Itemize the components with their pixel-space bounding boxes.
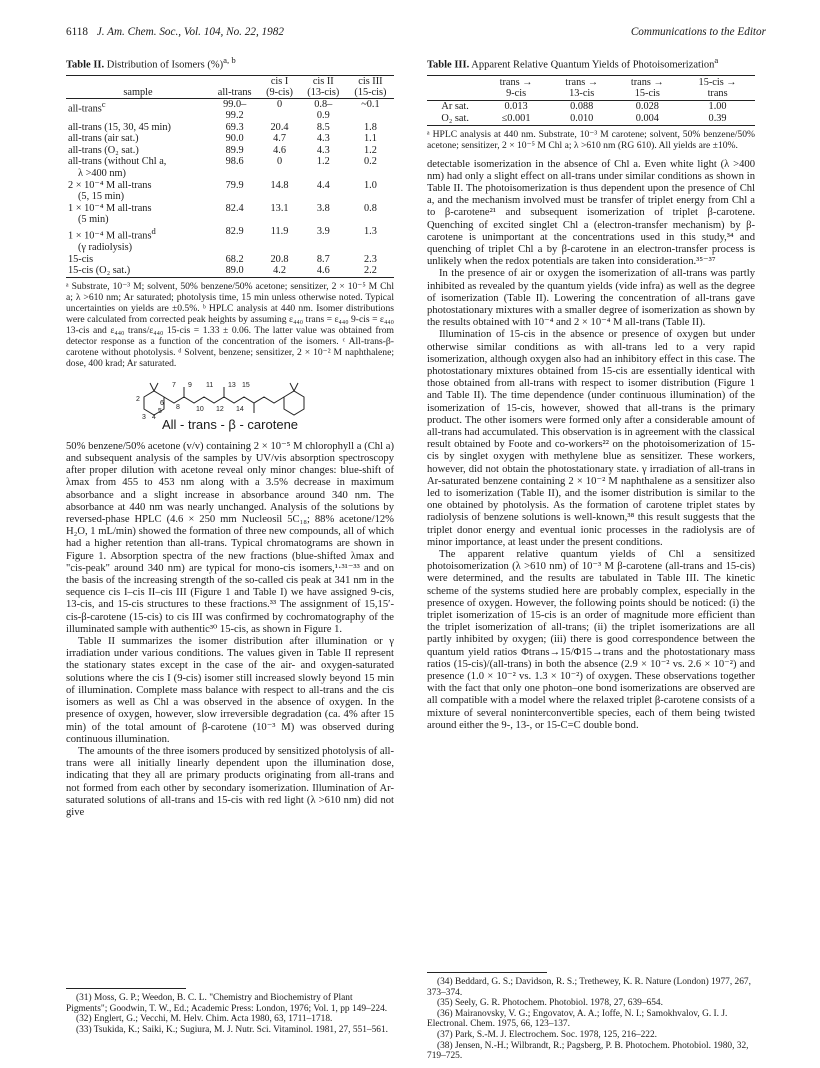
reference-item: (31) Moss, G. P.; Weedon, B. C. L. "Chemistry and Biochemistry of Plant Pigments"; Goodwin, T. W., Ed.; Academic Press: London, 1976; Vol. 1, pp 149–224. <box>66 993 388 1014</box>
left-references <box>66 988 394 1035</box>
cell-value: 1.2 <box>363 144 377 156</box>
left-body-text <box>66 441 394 819</box>
atom-number: 7 <box>172 381 176 389</box>
table3-cell: Ar sat. <box>441 100 469 112</box>
sample-label: 15-cis <box>68 253 94 265</box>
cell-value: 89.9 <box>225 144 244 156</box>
table-row <box>427 113 755 126</box>
table3-header-line1: trans → <box>565 76 599 88</box>
cell-value: 11.9 <box>270 226 289 238</box>
table3-header-line2: 15-cis <box>634 87 660 99</box>
table3-header-line1: trans → <box>499 76 533 88</box>
table2-value-cell <box>210 122 259 134</box>
table2-footnote: ᵃ Substrate, 10⁻³ M; solvent, 50% benzene/50% acetone; sensitizer, 2 × 10⁻⁵ M Chl a; λ >610 nm; Ar saturated; photolysis time, 15 min unless otherwise noted. Typical uncertainties on yields are ±0.5%. ᵇ HPLC analysis at 440 nm. Isomer distributions were calculated from corrected peak heights by assuming ε₄₄₀ trans = ε₄₄₀ 9-cis = ε₄₄₀ 13-cis and ε₄₄₀ trans/ε₄₄₀ 15-cis = 1.33 ± 0.06. The latter value was obtained from detector response as a function of the concentration of the isomers. ᶜ All-trans-β-carotene without photolysis. ᵈ Solvent, benzene; sensitizer, 2 × 10⁻² M naphthalene; dose, 400 krad; Ar saturated. <box>66 280 394 369</box>
cell-value-cont: 0.9 <box>316 110 330 122</box>
sample-label: all-trans (without Chl a, <box>68 156 167 168</box>
cell-value: 14.8 <box>270 179 289 191</box>
table2-value-cell <box>347 145 394 157</box>
sample-label-cont: (5 min) <box>78 214 109 226</box>
table3-caption-sup: a <box>714 55 719 65</box>
cell-value: 20.4 <box>270 121 289 133</box>
cell-value: 4.3 <box>316 144 330 156</box>
sample-label: 1 × 10⁻⁴ M all-trans <box>68 202 152 214</box>
atom-number: 12 <box>216 405 224 413</box>
table2-sample-cell <box>66 145 210 157</box>
structure-label: All - trans - β - carotene <box>161 416 299 432</box>
cell-value: 1.8 <box>363 121 377 133</box>
atom-number: 6 <box>160 399 164 407</box>
table2-value-cell <box>300 265 347 277</box>
table2-header-cell: cis II <box>312 75 334 87</box>
table2-sample-cell <box>66 180 210 203</box>
reference-item: (32) Englert, G.; Vecchi, M. Helv. Chim. Acta 1980, 63, 1711–1718. <box>76 1014 333 1025</box>
table3-cell: 0.39 <box>708 112 727 124</box>
table2-header-cell <box>210 75 259 87</box>
sample-label: 15-cis (O₂ sat.) <box>68 265 131 277</box>
paragraph: In the presence of air or oxygen the isomerization of all-trans was partly inhibited as revealed by the quantum yields (vide infra) as well as the degree of isomerization (Table II). Lowering the concentration of all-trans gave photostationary mixtures with a smaller degree of isomerization as shown by the results obtained with 10⁻⁴ and 2 × 10⁻⁴ M all-trans (Table II). <box>427 268 755 329</box>
table2-value-cell <box>300 145 347 157</box>
table2-value-cell <box>259 122 299 134</box>
cell-value: 68.2 <box>225 253 244 265</box>
table2-sample-cell <box>66 98 210 122</box>
table3-header-cell <box>615 75 681 100</box>
table2-header-row1 <box>66 75 394 87</box>
table2-value-cell <box>347 98 394 122</box>
cell-value: 4.3 <box>316 133 330 145</box>
table2-value-cell <box>259 203 299 226</box>
table2-sample-cell <box>66 133 210 145</box>
table3-cell: O₂ sat. <box>441 112 469 124</box>
sample-label: all-trans (15, 30, 45 min) <box>68 121 171 133</box>
table2-body <box>66 98 394 277</box>
cell-value: 8.7 <box>316 253 330 265</box>
cell-value: 2.3 <box>363 253 377 265</box>
table3-header-cell <box>483 75 549 100</box>
table2-value-cell <box>300 133 347 145</box>
sample-label: 1 × 10⁻⁴ M all-trans <box>68 230 152 242</box>
reference-rule <box>427 972 547 973</box>
table3-header-line1: 15-cis → <box>698 76 737 88</box>
reference-item: (33) Tsukida, K.; Saiki, K.; Sugiura, M. J. Nutr. Sci. Vitaminol. 1981, 27, 551–561. <box>76 1024 388 1035</box>
cell-value: 1.0 <box>363 179 377 191</box>
table2-sample-cell <box>66 203 210 226</box>
table2-value-cell <box>259 145 299 157</box>
table3-cell: 0.013 <box>504 100 528 112</box>
table-row <box>427 100 755 113</box>
cell-value: 3.8 <box>316 202 330 214</box>
reference-rule <box>66 988 186 989</box>
table3-cell: ≤0.001 <box>501 112 531 124</box>
cell-value: 69.3 <box>225 121 244 133</box>
reference-item: (36) Mairanovsky, V. G.; Engovatov, A. A.; Ioffe, N. I.; Samokhvalov, G. I. J. Electronal. Chem. 1975, 66, 123–137. <box>427 1008 728 1030</box>
right-references <box>427 972 755 1062</box>
cell-value: 2.2 <box>363 265 377 277</box>
table2-value-cell <box>259 98 299 122</box>
right-body-text <box>427 159 755 733</box>
table2-value-cell <box>210 226 259 254</box>
table-row <box>66 122 394 134</box>
reference-item: (37) Park, S.-M. J. Electrochem. Soc. 1978, 125, 216–222. <box>437 1029 658 1040</box>
table-row <box>66 98 394 122</box>
sample-label-cont: (5, 15 min) <box>78 191 125 203</box>
table2-value-cell <box>300 203 347 226</box>
atom-number: 14 <box>236 405 244 413</box>
table3-header-cell <box>680 75 755 100</box>
atom-number: 11 <box>206 381 214 389</box>
reference-item: (38) Jensen, N.-H.; Wilbrandt, R.; Pagsberg, P. B. Photochem. Photobiol. 1980, 32, 719–725. <box>427 1040 749 1062</box>
left-column <box>66 54 394 819</box>
table2-value-cell <box>259 254 299 266</box>
cell-value: 89.0 <box>225 265 244 277</box>
table2-value-cell <box>300 122 347 134</box>
reference-item: (34) Beddard, G. S.; Davidson, R. S.; Trethewey, K. R. Nature (London) 1977, 267, 373–374. <box>427 977 751 998</box>
table2-value-cell <box>300 98 347 122</box>
cell-value: 90.0 <box>225 133 244 145</box>
cell-value: 82.4 <box>225 202 244 214</box>
table3-header-line1: trans → <box>630 76 664 88</box>
atom-number: 4 <box>152 413 156 419</box>
table3-cell: 0.028 <box>635 100 659 112</box>
table2-value-cell <box>210 265 259 277</box>
atom-number: 15 <box>242 381 250 389</box>
table2-value-cell <box>210 133 259 145</box>
table2-value-cell <box>347 156 394 179</box>
cell-value: 0.8– <box>314 98 333 110</box>
paragraph: 50% benzene/50% acetone (v/v) containing 2 × 10⁻⁵ M chlorophyll a (Chl a) and subsequent analysis of the samples by UV/vis absorption spectroscopy after proper dilution with acetone reveal only minor changes: blue-shift of λmax from 455 to 453 nm along with a 3.5% decrease in maximum absorbance and a slight increase in absorbance around 340 nm. The absorbance at 440 nm was nearly unchanged. Analysis of the solutions by reversed-phase HPLC (4.6 × 250 mm Nucleosil 5C₁₈; 88% acetone/12% H₂O, 1 mL/min) showed the formation of three new compounds, all of which had a higher retention than all-trans. Typical chromatograms are shown in Figure 1. Absorption spectra of the new fractions (blue-shifted λmax and "cis-peak" around 340 nm) are typical for mono-cis isomers,¹·³¹⁻³³ and on the basis of the increasing strength of the so-called cis peak at 341 nm in the sequence cis I–cis II–cis III (Figure 1 and Table I) we have assigned 9-cis, 13-cis, and 15-cis structures to these fractions.³³ The assignment of 15,15′-cis-β-carotene (15-cis) to cis III was confirmed by cochromatography of the illuminated sample with authentic³⁰ 15-cis, as shown in Figure 1. <box>66 440 394 635</box>
table2-header-cell: all-trans <box>210 87 259 99</box>
table2-value-cell <box>300 180 347 203</box>
table2-value-cell <box>347 180 394 203</box>
table2-value-cell <box>259 226 299 254</box>
table-row <box>66 203 394 226</box>
table2-value-cell <box>259 156 299 179</box>
table2-sample-cell <box>66 226 210 254</box>
table3-cell: 0.088 <box>570 100 594 112</box>
cell-value: 0.8 <box>363 202 377 214</box>
table2-value-cell <box>300 156 347 179</box>
table2-sample-cell <box>66 156 210 179</box>
table3-footnote: ᵃ HPLC analysis at 440 nm. Substrate, 10⁻³ M carotene; solvent, 50% benzene/50% acetone; sensitizer, 2 × 10⁻⁵ M Chl a; λ >610 nm (RG 610). All yields are ±10%. <box>427 128 755 151</box>
table2-caption <box>66 54 394 72</box>
table2-label: Table II. <box>66 59 105 71</box>
cell-value: 0.2 <box>363 156 377 168</box>
sample-label-cont: (γ radiolysis) <box>78 242 133 254</box>
cell-value: 79.9 <box>225 179 244 191</box>
cell-value: 4.7 <box>273 133 286 145</box>
table2-value-cell <box>347 265 394 277</box>
cell-value: 4.4 <box>316 179 330 191</box>
table3-header-line2: trans <box>707 87 728 99</box>
table3-cell: 1.00 <box>708 100 727 112</box>
structure-drawing <box>136 375 336 419</box>
table2 <box>66 75 394 278</box>
table2-sample-cell <box>66 254 210 266</box>
beta-carotene-structure <box>66 375 394 437</box>
cell-value: 3.9 <box>316 226 330 238</box>
atom-number: 2 <box>136 395 140 403</box>
table-row <box>66 254 394 266</box>
cell-value: 0 <box>276 98 283 110</box>
table2-caption-sup: a, b <box>223 55 236 65</box>
table3-body <box>427 100 755 125</box>
journal-citation: J. Am. Chem. Soc., Vol. 104, No. 22, 1982 <box>96 26 284 38</box>
table2-value-cell <box>210 180 259 203</box>
table3-cell: 0.010 <box>570 112 594 124</box>
reference-item: (35) Seely, G. R. Photochem. Photobiol. 1978, 27, 639–654. <box>437 998 663 1009</box>
table2-value-cell <box>210 98 259 122</box>
cell-value: 1.1 <box>363 133 377 145</box>
page-header <box>66 26 766 42</box>
right-column <box>427 54 755 732</box>
atom-number: 3 <box>142 413 146 419</box>
atom-number: 5 <box>158 407 162 415</box>
table2-sample-cell <box>66 122 210 134</box>
table3-header-line2: 13-cis <box>569 87 595 99</box>
cell-value: 8.5 <box>316 121 330 133</box>
cell-value: 20.8 <box>270 253 289 265</box>
table2-value-cell <box>259 180 299 203</box>
paragraph: detectable isomerization in the absence of Chl a. Even white light (λ >400 nm) had only a slight effect on all-trans under similar conditions as shown in Table II. The photoisomerization is thus dependent upon the presence of Chl a, and the mechanism involved must be transfer of triplet energy from Chl a to β-carotene²¹ and subsequent isomerization of triplet β-carotene. Quenching of excited singlet Chl a (electron-transfer mechanism) by β-carotene is unimportant at the concentrations used in this study,³⁴ and quenching of triplet Chl a by β-carotene in an electron-transfer process is unlikely when the redox potentials are taken into consideration.³⁵⁻³⁷ <box>427 158 755 268</box>
table2-header-cell: (13-cis) <box>300 87 347 99</box>
cell-value-cont: 99.2 <box>225 110 244 122</box>
table-row <box>66 133 394 145</box>
atom-number: 8 <box>176 403 180 411</box>
sample-label-cont: λ >400 nm) <box>78 168 126 180</box>
table2-value-cell <box>210 203 259 226</box>
cell-value: ~0.1 <box>361 98 380 110</box>
table3-header-line2: 9-cis <box>506 87 527 99</box>
table3-title: Apparent Relative Quantum Yields of Photoisomerization <box>471 59 715 71</box>
table-row <box>66 156 394 179</box>
cell-value: 4.6 <box>273 144 286 156</box>
cell-value: 0 <box>276 156 283 168</box>
table2-value-cell <box>347 133 394 145</box>
table-row <box>66 265 394 277</box>
sample-label: 2 × 10⁻⁴ M all-trans <box>68 179 152 191</box>
table2-value-cell <box>259 133 299 145</box>
paragraph: Illumination of 15-cis in the absence or presence of oxygen but under otherwise similar conditions as with all-trans led to a very rapid isomerization, although oxygen also had an inhibitory effect in this case. The photostationary mixtures obtained from 15-cis are essentially identical with those obtained from all-trans with respect to isomer distribution (Figure 1 and Table II). The time dependence (under continuous illumination) of the isomerization of 15-cis, however, showed that all-trans is the primary product. The other isomers were formed only after a considerable amount of all-trans had accumulated. This observation is in agreement with the classical result obtained by Foote and co-workers²² on the photoisomerization of 15-cis by singlet oxygen with methylene blue as sensitizer. These workers, however, did not obtain the photostationary state. γ irradiation of all-trans in Ar-saturated benzene containing 2 × 10⁻² M naphthalene as a sensitizer also led to isomerization (Table II), and the isomer distribution is similar to the one obtained by photolysis. As the formation of carotene triplet states by radiolysis of benzene solutions is well-known,³⁸ this result suggests that the triplet donor energy and eventual ionic processes in the radiolysis are of minor importance, at least under the present conditions. <box>427 329 755 548</box>
cell-value: 13.1 <box>270 202 289 214</box>
cell-value: 99.0– <box>223 98 247 110</box>
table-row <box>66 145 394 157</box>
atom-number: 9 <box>188 381 192 389</box>
table-row <box>66 180 394 203</box>
paragraph: The amounts of the three isomers produced by sensitized photolysis of all-trans were all initially linearly dependent upon the illumination dose, indicating that they all are primary products originating from all-trans and not formed from each other by secondary isomerization. Illumination of Ar-saturated solutions of all-trans and 15-cis with red light (λ >610 nm) did not give <box>66 745 394 818</box>
table2-value-cell <box>347 254 394 266</box>
table3-header-cell <box>427 75 483 100</box>
cell-value: 1.3 <box>363 226 377 238</box>
footnote-marker: d <box>151 226 156 237</box>
paragraph: The apparent relative quantum yields of Chl a sensitized photoisomerization (λ >610 nm) of 10⁻³ M β-carotene (all-trans and 15-cis) were determined, and the results are tabulated in Table III. The kinetic scheme of the systems studied here are probably complex, especially in the presence of oxygen. However, the following points should be noticed: (i) the triplet isomerization of 15-cis is an order of magnitude more efficient than the triplet isomerization of all-trans; (ii) the triplet isomerizations are all partly inhibited by oxygen; (iii) there is good correspondence between the quantum yield ratios Φtrans→15/Φ15→trans and the photostationary mass ratios (15-cis)/(all-trans) in both the absence (2.9 × 10⁻² vs. 2.6 × 10⁻²) and presence (1.0 × 10⁻² vs. 1.3 × 10⁻²) of oxygen. These observations together with the fact that only one photon–one bond isomerizations are observed are all compatible with a model where the relaxed triplet β-carotene consists of a mixture of several noninterconvertible species, each of them being twisted around either the 9-, 13-, or 15-C=C double bond. <box>427 549 755 731</box>
table2-header-cell: cis I <box>270 75 289 87</box>
table2-value-cell <box>347 226 394 254</box>
sample-label: all-trans <box>68 102 102 114</box>
table2-value-cell <box>210 156 259 179</box>
table2-value-cell <box>300 226 347 254</box>
cell-value: 98.6 <box>225 156 244 168</box>
cell-value: 4.2 <box>273 265 286 277</box>
cell-value: 82.9 <box>225 226 244 238</box>
section-title: Communications to the Editor <box>630 26 766 38</box>
table2-header-cell: (15-cis) <box>347 87 394 99</box>
table2-header-cell: sample <box>66 87 210 99</box>
table3-caption <box>427 54 755 72</box>
sample-label: all-trans (air sat.) <box>68 133 139 145</box>
paragraph: Table II summarizes the isomer distribution after illumination or γ irradiation under various conditions. The values given in Table II represent the stationary states except in the case of the air- and oxygen-saturated solutions where the cis I (9-cis) isomer still increased slowly beyond 15 min of illumination. Complete mass balance with respect to all-trans and the cis isomers as well as Chl a was observed in the absence of oxygen. In the presence of oxygen, however, slow irreversible degradation (ca. 4% after 15 min) of the total amount of β-carotene (10⁻³ M) was observed during continuous illumination. <box>66 636 394 745</box>
table2-title: Distribution of Isomers (%) <box>106 59 224 71</box>
table2-header-cell <box>66 75 210 87</box>
table2-header-cell: cis III <box>358 75 383 87</box>
table2-header-cell: (9-cis) <box>259 87 299 99</box>
table2-value-cell <box>259 265 299 277</box>
atom-number: 10 <box>196 405 204 413</box>
table-row <box>66 226 394 254</box>
table2-value-cell <box>347 122 394 134</box>
sample-label: all-trans (O₂ sat.) <box>68 144 139 156</box>
cell-value: 4.6 <box>316 265 330 277</box>
table2-value-cell <box>300 254 347 266</box>
cell-value: 1.2 <box>316 156 330 168</box>
table2-sample-cell <box>66 265 210 277</box>
footnote-marker: c <box>101 98 106 109</box>
table2-value-cell <box>347 203 394 226</box>
table3 <box>427 75 755 126</box>
table3-header-row <box>427 75 755 100</box>
table2-header-row2 <box>66 87 394 99</box>
table3-cell: 0.004 <box>635 112 659 124</box>
page-number: 6118 <box>66 26 88 38</box>
table2-value-cell <box>210 145 259 157</box>
atom-number: 13 <box>228 381 236 389</box>
table2-value-cell <box>210 254 259 266</box>
table3-label: Table III. <box>427 59 470 71</box>
table3-header-cell <box>549 75 615 100</box>
